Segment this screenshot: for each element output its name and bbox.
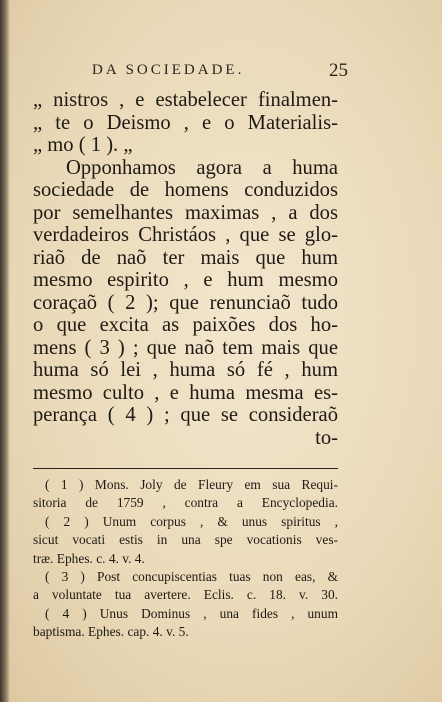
- text-line: mesmo espirito , e hum mesmo: [33, 269, 338, 291]
- footnote-line: baptisma. Ephes. cap. 4. v. 5.: [33, 624, 189, 640]
- page-number: 25: [329, 60, 348, 81]
- text-line: „ nistros , e estabelecer finalmen-: [33, 89, 338, 111]
- text-line: „ mo ( 1 ). „: [33, 134, 133, 156]
- footnote-line: træ. Ephes. c. 4. v. 4.: [33, 550, 145, 566]
- page-header: [92, 60, 348, 82]
- footnote-divider: [33, 468, 338, 469]
- text-line: riaõ de naõ ter mais que hum: [33, 246, 338, 269]
- text-line: o que excita as paixões dos ho-: [33, 314, 338, 336]
- text-line: perança ( 4 ) ; que se consideraõ: [33, 404, 338, 426]
- footnote-line: a voluntate tua avertere. Eclis. c. 18. v. 30.: [33, 587, 338, 603]
- running-title: DA SOCIEDADE.: [92, 62, 245, 78]
- text-line: mens ( 3 ) ; que naõ tem mais que: [33, 336, 338, 359]
- text-line: verdadeiros Christáos , que se glo-: [33, 224, 338, 246]
- footnote-line: ( 1 ) Mons. Joly de Fleury em sua Requi-: [45, 477, 338, 492]
- text-line: por semelhantes maximas , a dos: [33, 201, 338, 224]
- footnotes: [33, 476, 338, 642]
- text-line: „ te o Deismo , e o Materialis-: [33, 111, 338, 134]
- text-line: huma só lei , huma só fé , hum: [33, 359, 338, 381]
- text-line: sociedade de homens conduzidos: [33, 179, 338, 201]
- footnote-line: ( 3 ) Post concupiscentias tuas non eas, &: [45, 568, 338, 584]
- footnote-line: sicut vocati estis in una spe vocationis ves-: [33, 532, 338, 548]
- footnote-line: ( 4 ) Unus Dominus , una fides , unum: [45, 605, 338, 621]
- text-line: coraçaõ ( 2 ); que renunciaõ tudo: [33, 291, 338, 314]
- catchword: to-: [315, 426, 338, 449]
- main-text: [33, 89, 338, 449]
- footnote-line: sitoria de 1759 , contra a Encyclopedia.: [33, 495, 338, 511]
- text-line: mesmo culto , e huma mesma es-: [33, 381, 338, 404]
- text-line: Opponhamos agora a huma: [66, 156, 338, 179]
- footnote-line: ( 2 ) Unum corpus , & unus spiritus ,: [45, 513, 338, 529]
- page-spine-shadow: [0, 0, 10, 702]
